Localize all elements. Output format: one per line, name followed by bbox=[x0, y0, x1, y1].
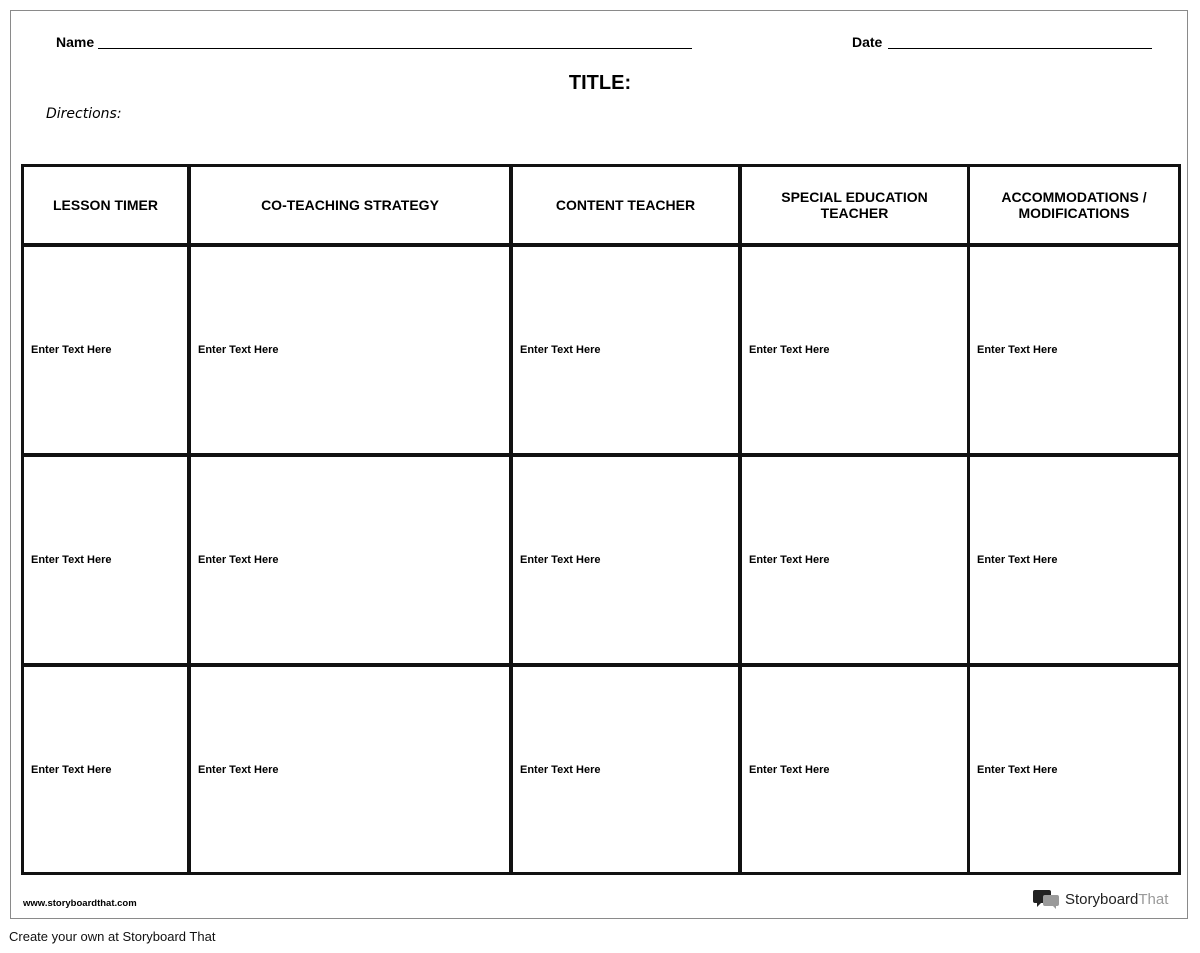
bottom-caption[interactable]: Create your own at Storyboard That bbox=[9, 929, 216, 944]
name-label: Name bbox=[56, 34, 95, 50]
table-cell[interactable]: Enter Text Here bbox=[967, 454, 1181, 666]
column-header-accommodations: ACCOMMODATIONS / MODIFICATIONS bbox=[967, 164, 1181, 246]
table-cell[interactable]: Enter Text Here bbox=[188, 664, 512, 875]
table-cell[interactable]: Enter Text Here bbox=[739, 244, 970, 456]
name-line[interactable] bbox=[98, 48, 692, 49]
column-header-special-education-teacher: SPECIAL EDUCATION TEACHER bbox=[739, 164, 970, 246]
column-header-co-teaching-strategy: CO-TEACHING STRATEGY bbox=[188, 164, 512, 246]
table-cell[interactable]: Enter Text Here bbox=[21, 244, 190, 456]
table-cell[interactable]: Enter Text Here bbox=[510, 454, 741, 666]
table-cell[interactable]: Enter Text Here bbox=[967, 244, 1181, 456]
table-cell[interactable]: Enter Text Here bbox=[739, 454, 970, 666]
table-cell[interactable]: Enter Text Here bbox=[510, 244, 741, 456]
speech-bubbles-icon bbox=[1033, 888, 1061, 910]
storyboardthat-logo bbox=[1033, 887, 1168, 911]
table-cell[interactable]: Enter Text Here bbox=[188, 244, 512, 456]
brand-name-main: Storyboard bbox=[1065, 890, 1139, 908]
brand-name-accent: That bbox=[1138, 890, 1169, 908]
table-cell[interactable]: Enter Text Here bbox=[967, 664, 1181, 875]
page-title: TITLE: bbox=[568, 72, 632, 94]
table-cell[interactable]: Enter Text Here bbox=[510, 664, 741, 875]
date-label: Date bbox=[852, 34, 883, 50]
directions-label: Directions: bbox=[46, 106, 122, 122]
column-header-content-teacher: CONTENT TEACHER bbox=[510, 164, 741, 246]
footer-url: www.storyboardthat.com bbox=[23, 898, 137, 909]
table-cell[interactable]: Enter Text Here bbox=[21, 454, 190, 666]
table-cell[interactable]: Enter Text Here bbox=[188, 454, 512, 666]
table-cell[interactable]: Enter Text Here bbox=[21, 664, 190, 875]
table-cell[interactable]: Enter Text Here bbox=[739, 664, 970, 875]
date-line[interactable] bbox=[888, 48, 1152, 49]
column-header-lesson-timer: LESSON TIMER bbox=[21, 164, 190, 246]
